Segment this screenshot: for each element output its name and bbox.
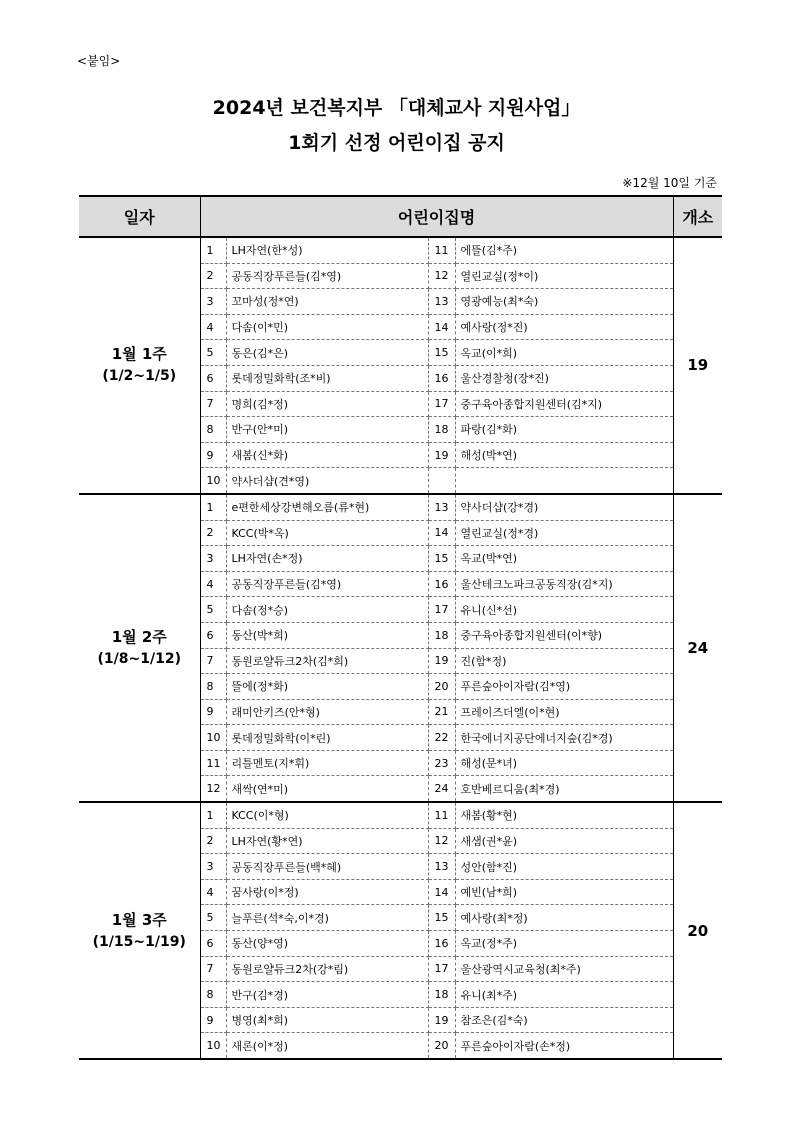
count-cell: 19 — [673, 237, 722, 494]
daycare-name-left: 동산(박*희) — [226, 622, 428, 648]
week-cell — [79, 494, 200, 802]
row-number-right: 12 — [428, 828, 455, 854]
row-number-right: 17 — [428, 597, 455, 623]
daycare-name-right: 중구육아종합지원센터(김*지) — [455, 391, 673, 417]
daycare-name-left: 리틀멘토(지*휘) — [226, 750, 428, 776]
daycare-name-right: 해성(문*녀) — [455, 750, 673, 776]
daycare-name-left: 동산(양*영) — [226, 931, 428, 957]
row-number-left: 8 — [200, 982, 226, 1008]
daycare-name-right: 약사더샵(강*경) — [455, 494, 673, 520]
daycare-name-left: KCC(이*형) — [226, 802, 428, 828]
daycare-name-right: 열린교실(정*경) — [455, 520, 673, 546]
row-number-left: 9 — [200, 442, 226, 468]
daycare-name-left: 동원로얄듀크2차(김*희) — [226, 648, 428, 674]
row-number-left: 1 — [200, 494, 226, 520]
row-number-left: 10 — [200, 468, 226, 494]
row-number-left: 10 — [200, 1033, 226, 1059]
row-number-right: 22 — [428, 725, 455, 751]
week-date-range: (1/15~1/19) — [92, 933, 186, 950]
row-number-right: 24 — [428, 776, 455, 802]
daycare-name-left: 꿈사랑(이*정) — [226, 879, 428, 905]
daycare-schedule-table — [79, 195, 722, 1060]
daycare-name-right: 호반베르디움(최*경) — [455, 776, 673, 802]
row-number-left: 9 — [200, 699, 226, 725]
daycare-name-right: 유니(최*주) — [455, 982, 673, 1008]
daycare-name-left: 새싹(연*미) — [226, 776, 428, 802]
row-number-right: 19 — [428, 648, 455, 674]
daycare-name-left: 병영(최*희) — [226, 1007, 428, 1033]
row-number-right: 18 — [428, 982, 455, 1008]
daycare-name-right: 영광예능(최*숙) — [455, 289, 673, 315]
row-number-left: 4 — [200, 314, 226, 340]
row-number-right: 14 — [428, 520, 455, 546]
daycare-name-right: 옥교(정*주) — [455, 931, 673, 957]
row-number-right: 13 — [428, 494, 455, 520]
row-number-left: 7 — [200, 391, 226, 417]
week-cell — [79, 237, 200, 494]
week-cell — [79, 802, 200, 1059]
daycare-name-left: 명희(김*정) — [226, 391, 428, 417]
table-header-row — [79, 196, 722, 237]
daycare-name-left: LH자연(손*정) — [226, 546, 428, 572]
row-number-left: 11 — [200, 750, 226, 776]
row-number-right: 18 — [428, 622, 455, 648]
daycare-name-left: 다솜(정*승) — [226, 597, 428, 623]
row-number-left: 5 — [200, 340, 226, 366]
row-number-right: 18 — [428, 417, 455, 443]
daycare-name-right: 새샘(권*윤) — [455, 828, 673, 854]
row-number-right: 16 — [428, 365, 455, 391]
week-label: 1월 3주 — [111, 910, 167, 929]
header-daycare-name: 어린이집명 — [200, 196, 673, 237]
row-number-left: 3 — [200, 289, 226, 315]
daycare-name-left: 반구(안*미) — [226, 417, 428, 443]
basis-date-note: ※12월 10일 기준 — [622, 176, 717, 190]
row-number-right: 23 — [428, 750, 455, 776]
row-number-left: 12 — [200, 776, 226, 802]
row-number-left: 3 — [200, 854, 226, 880]
row-number-left: 8 — [200, 674, 226, 700]
daycare-name-left: 뜰에(정*화) — [226, 674, 428, 700]
daycare-name-left: 롯데정밀화학(조*비) — [226, 365, 428, 391]
daycare-name-right: 중구육아종합지원센터(이*향) — [455, 622, 673, 648]
row-number-left: 3 — [200, 546, 226, 572]
daycare-name-right: 해성(박*연) — [455, 442, 673, 468]
daycare-name-right: 울산경찰청(장*진) — [455, 365, 673, 391]
daycare-name-left: 꼬마성(정*연) — [226, 289, 428, 315]
row-number-right: 20 — [428, 674, 455, 700]
row-number-left: 10 — [200, 725, 226, 751]
count-cell: 24 — [673, 494, 722, 802]
daycare-name-right: 새봄(황*현) — [455, 802, 673, 828]
table-row — [79, 494, 722, 520]
row-number-right — [428, 468, 455, 494]
daycare-name-right: 예사랑(최*정) — [455, 905, 673, 931]
row-number-right: 15 — [428, 340, 455, 366]
row-number-left: 2 — [200, 520, 226, 546]
week-date-range: (1/8~1/12) — [97, 651, 181, 667]
row-number-right: 13 — [428, 854, 455, 880]
daycare-name-left: 약사더샵(견*영) — [226, 468, 428, 494]
row-number-left: 6 — [200, 931, 226, 957]
row-number-left: 2 — [200, 828, 226, 854]
header-date: 일자 — [79, 196, 200, 237]
row-number-right: 21 — [428, 699, 455, 725]
daycare-name-right: 예사랑(정*진) — [455, 314, 673, 340]
row-number-left: 5 — [200, 597, 226, 623]
row-number-right: 20 — [428, 1033, 455, 1059]
daycare-name-left: 공동직장푸른들(김*영) — [226, 571, 428, 597]
daycare-name-left: 공동직장푸른들(백*혜) — [226, 854, 428, 880]
row-number-right: 14 — [428, 314, 455, 340]
daycare-name-right: 열린교실(정*이) — [455, 263, 673, 289]
daycare-name-left: 래미안키즈(안*형) — [226, 699, 428, 725]
daycare-name-left: LH자연(황*연) — [226, 828, 428, 854]
row-number-left: 7 — [200, 956, 226, 982]
daycare-name-left: 새봄(신*화) — [226, 442, 428, 468]
daycare-name-right: 유니(신*선) — [455, 597, 673, 623]
attachment-label: <붙임> — [77, 54, 121, 68]
row-number-left: 1 — [200, 802, 226, 828]
daycare-name-right: 에뜰(김*주) — [455, 237, 673, 263]
daycare-name-right: 푸른숲아이자람(손*정) — [455, 1033, 673, 1059]
page-title: 2024년 보건복지부 「대체교사 지원사업」 — [212, 97, 581, 119]
row-number-left: 4 — [200, 879, 226, 905]
row-number-right: 12 — [428, 263, 455, 289]
row-number-left: 7 — [200, 648, 226, 674]
count-cell: 20 — [673, 802, 722, 1059]
daycare-name-right: 울산광역시교육청(최*주) — [455, 956, 673, 982]
daycare-name-left: 공동직장푸른들(김*영) — [226, 263, 428, 289]
daycare-name-right: 예빈(남*희) — [455, 879, 673, 905]
daycare-name-left: e편한세상강변해오름(류*현) — [226, 494, 428, 520]
daycare-name-right: 참조은(김*숙) — [455, 1007, 673, 1033]
daycare-name-right: 옥교(박*연) — [455, 546, 673, 572]
week-label: 1월 1주 — [111, 345, 167, 364]
table-row — [79, 802, 722, 828]
week-label: 1월 2주 — [111, 628, 167, 646]
daycare-name-right: 옥교(이*희) — [455, 340, 673, 366]
daycare-name-right — [455, 468, 673, 494]
row-number-right: 16 — [428, 571, 455, 597]
row-number-left: 5 — [200, 905, 226, 931]
row-number-left: 1 — [200, 237, 226, 263]
row-number-right: 15 — [428, 905, 455, 931]
row-number-right: 19 — [428, 1007, 455, 1033]
row-number-right: 13 — [428, 289, 455, 315]
daycare-name-left: 동원로얄듀크2차(강*림) — [226, 956, 428, 982]
row-number-left: 6 — [200, 365, 226, 391]
daycare-name-right: 푸른숲아이자람(김*영) — [455, 674, 673, 700]
row-number-right: 11 — [428, 802, 455, 828]
daycare-name-left: 늘푸른(석*숙,이*경) — [226, 905, 428, 931]
daycare-name-left: 새론(이*정) — [226, 1033, 428, 1059]
row-number-right: 14 — [428, 879, 455, 905]
daycare-name-left: 다솜(이*민) — [226, 314, 428, 340]
daycare-name-right: 울산테크노파크공동직장(김*지) — [455, 571, 673, 597]
row-number-left: 6 — [200, 622, 226, 648]
daycare-name-right: 성안(함*진) — [455, 854, 673, 880]
row-number-right: 19 — [428, 442, 455, 468]
row-number-right: 11 — [428, 237, 455, 263]
row-number-left: 9 — [200, 1007, 226, 1033]
daycare-name-left: 반구(김*경) — [226, 982, 428, 1008]
daycare-name-left: KCC(박*옥) — [226, 520, 428, 546]
row-number-right: 15 — [428, 546, 455, 572]
row-number-right: 17 — [428, 956, 455, 982]
table-row — [79, 237, 722, 263]
row-number-left: 2 — [200, 263, 226, 289]
daycare-name-left: LH자연(한*성) — [226, 237, 428, 263]
row-number-left: 8 — [200, 417, 226, 443]
row-number-left: 4 — [200, 571, 226, 597]
daycare-name-right: 파랑(김*화) — [455, 417, 673, 443]
daycare-name-right: 한국에너지공단에너지숲(김*경) — [455, 725, 673, 751]
daycare-name-right: 프레이즈더엘(이*현) — [455, 699, 673, 725]
daycare-name-right: 진(함*정) — [455, 648, 673, 674]
week-date-range: (1/2~1/5) — [102, 368, 177, 385]
row-number-right: 17 — [428, 391, 455, 417]
daycare-name-left: 동은(김*은) — [226, 340, 428, 366]
daycare-name-left: 롯데정밀화학(이*린) — [226, 725, 428, 751]
page-subtitle: 1회기 선정 어린이집 공지 — [288, 132, 505, 154]
header-count: 개소 — [673, 196, 722, 237]
row-number-right: 16 — [428, 931, 455, 957]
